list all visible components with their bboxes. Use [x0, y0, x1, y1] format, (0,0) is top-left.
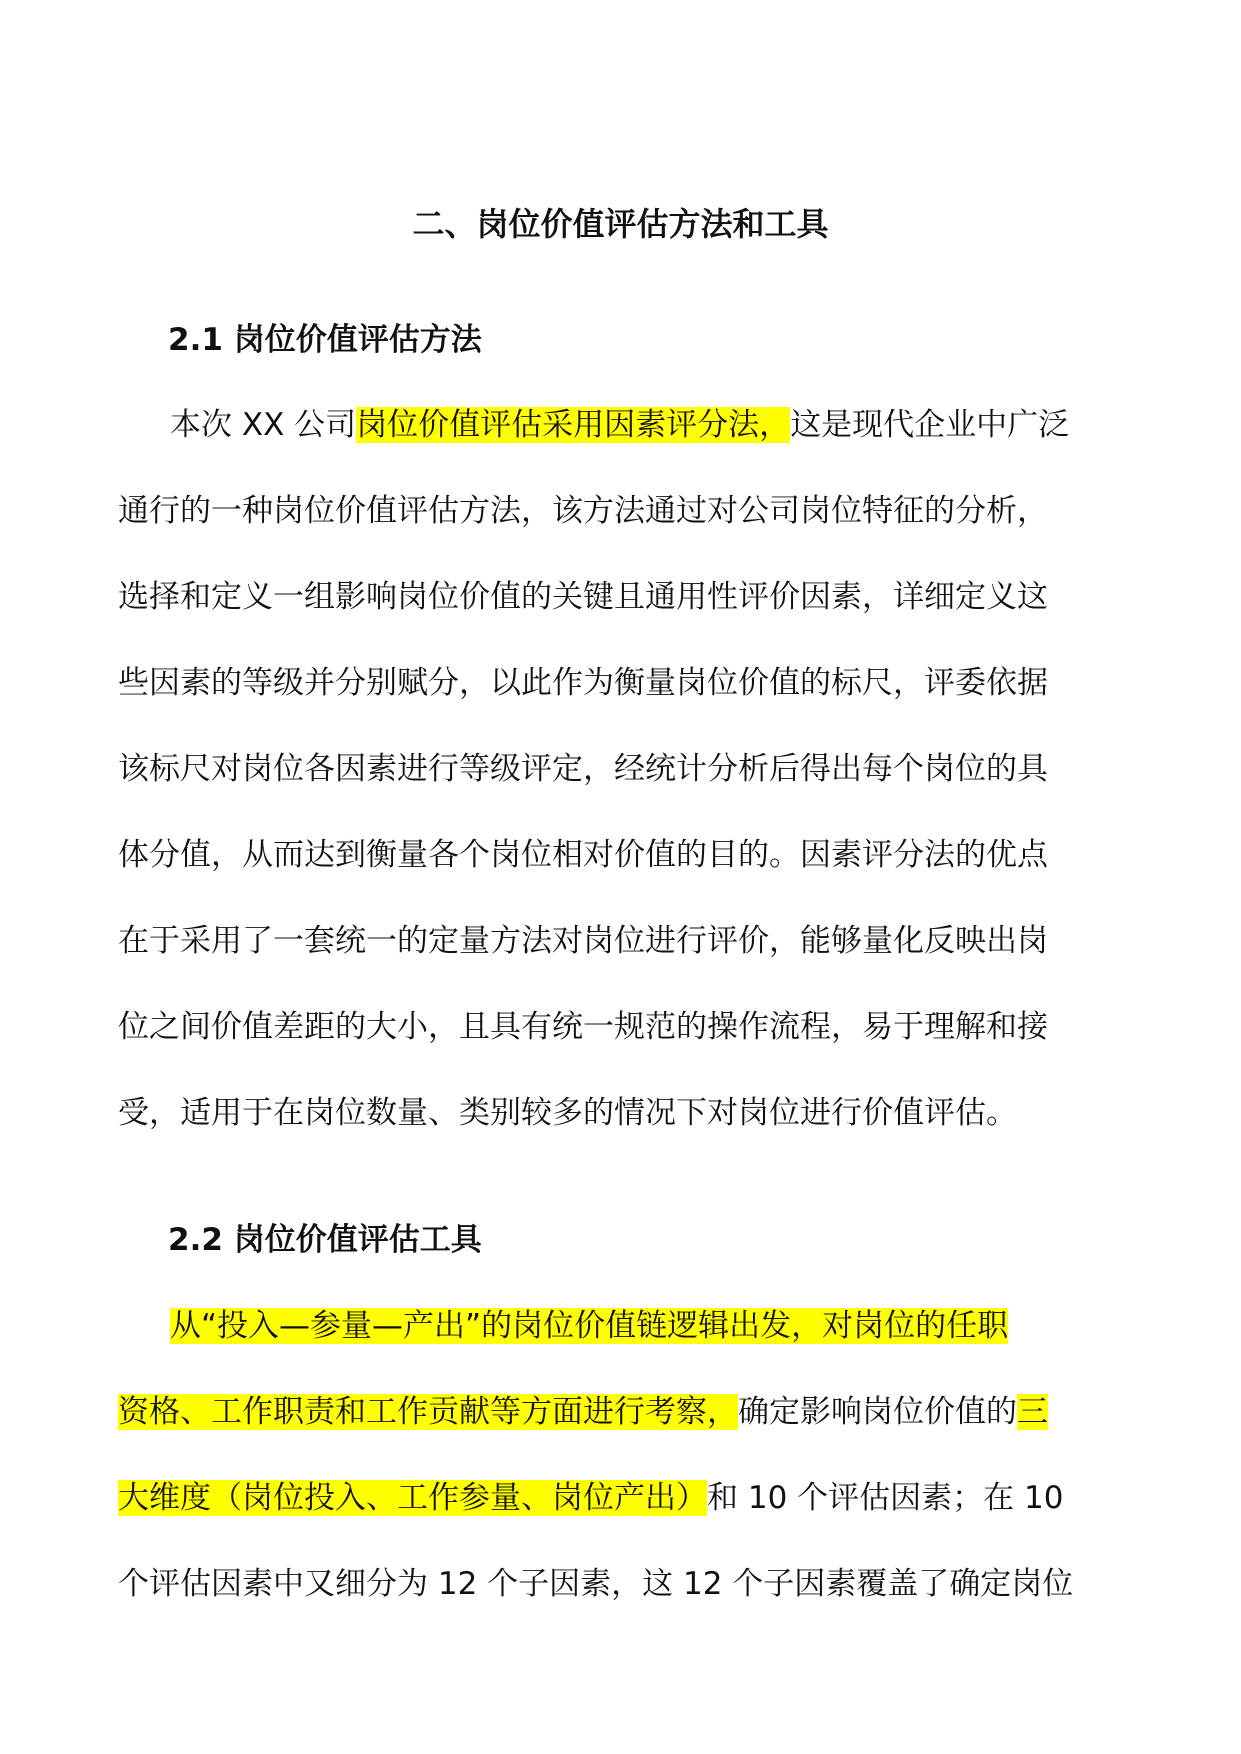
paragraph-line: 通行的一种岗位价值评估方法，该方法通过对公司岗位特征的分析， [118, 493, 1048, 529]
paragraph-line [118, 1383, 1128, 1469]
highlighted-text: 从“投入—参量—产出”的岗位价值链逻辑出发，对岗位的任职 [170, 1308, 1009, 1344]
paragraph-tool [118, 1297, 1128, 1641]
highlighted-text: 大维度（岗位投入、工作参量、岗位产出） [118, 1480, 707, 1516]
paragraph-line: 位之间价值差距的大小，且具有统一规范的操作流程，易于理解和接 [118, 1009, 1048, 1045]
highlighted-text: 岗位价值评估采用因素评分法， [356, 407, 791, 443]
highlighted-text: 资格、工作职责和工作贡献等方面进行考察， [118, 1394, 738, 1430]
paragraph-line: 该标尺对岗位各因素进行等级评定，经统计分析后得出每个岗位的具 [118, 751, 1048, 787]
highlighted-text: 三 [1017, 1394, 1048, 1430]
text-run: 本次 XX 公司 [170, 407, 357, 443]
text-run: 和 10 个评估因素；在 10 [707, 1480, 1064, 1516]
text-run: 确定影响岗位价值的 [738, 1394, 1017, 1430]
page-title: 二、岗位价值评估方法和工具 [412, 205, 829, 243]
paragraph-line [118, 1297, 1128, 1383]
paragraph-line: 体分值，从而达到衡量各个岗位相对价值的目的。因素评分法的优点 [118, 837, 1048, 873]
paragraph-line: 选择和定义一组影响岗位价值的关键且通用性评价因素，详细定义这 [118, 579, 1048, 615]
paragraph-method [118, 396, 1128, 1170]
paragraph-line: 些因素的等级并分别赋分，以此作为衡量岗位价值的标尺，评委依据 [118, 665, 1048, 701]
paragraph-line: 受，适用于在岗位数量、类别较多的情况下对岗位进行价值评估。 [118, 1095, 1017, 1131]
section-heading-2-1: 2.1 岗位价值评估方法 [168, 322, 482, 358]
paragraph-line: 在于采用了一套统一的定量方法对岗位进行评价，能够量化反映出岗 [118, 923, 1048, 959]
paragraph-line: 个评估因素中又细分为 12 个子因素，这 12 个子因素覆盖了确定岗位 [118, 1566, 1074, 1602]
text-run: 这是现代企业中广泛 [790, 407, 1070, 443]
section-heading-2-2: 2.2 岗位价值评估工具 [168, 1222, 482, 1258]
paragraph-line [118, 396, 1128, 482]
paragraph-line [118, 1469, 1128, 1555]
